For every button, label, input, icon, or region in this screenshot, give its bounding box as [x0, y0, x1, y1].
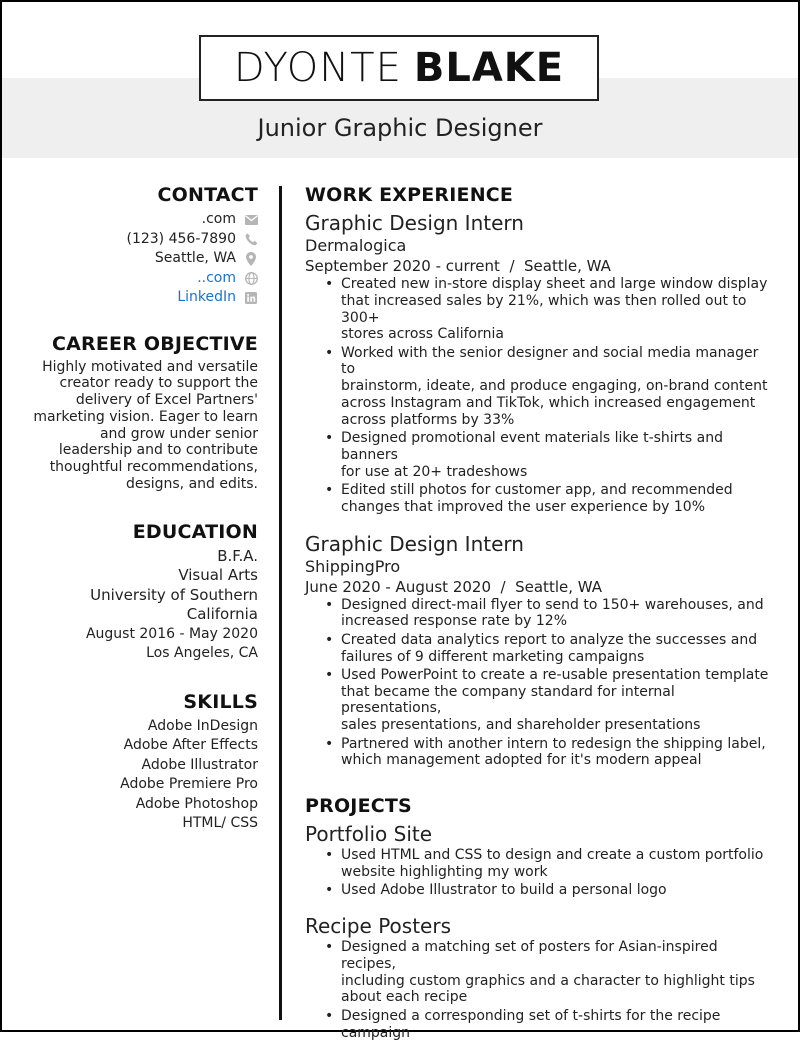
bullet-item: • Used HTML and CSS to design and create a custom portfolio website highlighting my work	[341, 847, 775, 881]
bullet-item: • Worked with the senior designer and social media manager to brainstorm, ideate, and produce engaging, on-brand content across Instagram and TikTok, which increased engagement across platforms by 33%	[341, 345, 775, 429]
bullet-item: • Created data analytics report to analyze the successes and failures of 9 different marketing campaigns	[341, 632, 775, 666]
objective-line: Highly motivated and versatile	[42, 358, 258, 375]
bullet-item: • Designed promotional event materials like t-shirts and banners for use at 20+ tradeshows	[341, 430, 775, 480]
contact-email[interactable]	[30, 210, 258, 230]
contact-heading: CONTACT	[157, 184, 258, 206]
education-location: Los Angeles, CA	[146, 645, 258, 662]
skill-item: HTML/ CSS	[182, 815, 258, 832]
globe-icon	[244, 271, 258, 285]
project-bullets	[305, 939, 775, 1041]
bullet-item: • Created new in-store display sheet and large window display that increased sales by 21%, which was then rolled out to 300+ stores across California	[341, 276, 775, 343]
left-column	[30, 184, 258, 834]
name-box	[199, 35, 599, 101]
education-degree: B.F.A.	[217, 546, 258, 565]
bullet-item: • Edited still photos for customer app, and recommended changes that improved the user experience by 10%	[341, 482, 775, 516]
job-bullets	[305, 276, 775, 516]
contact-phone	[30, 230, 258, 250]
education-dates: August 2016 - May 2020	[85, 625, 258, 642]
work-heading: WORK EXPERIENCE	[305, 184, 514, 206]
skill-item: Adobe Photoshop	[135, 795, 258, 812]
objective-line: creator ready to support the	[59, 375, 258, 392]
bullet-item: • Partnered with another intern to redesign the shipping label, which management adopted for it's modern appeal	[341, 736, 775, 770]
objective-line: thoughtful recommendations,	[49, 459, 258, 476]
phone-icon	[244, 232, 258, 246]
job-company: ShippingPro	[305, 556, 401, 576]
email-text[interactable]: .com	[201, 211, 236, 227]
job-meta: September 2020 - current / Seattle, WA	[305, 257, 611, 275]
objective-text	[30, 359, 258, 493]
bullet-item: • Designed direct-mail flyer to send to 150+ warehouses, and increased response rate by 12%	[341, 597, 775, 631]
objective-line: and grow under senior	[99, 425, 258, 442]
education-heading: EDUCATION	[132, 520, 258, 543]
objective-line: delivery of Excel Partners'	[75, 392, 258, 409]
column-divider	[279, 186, 282, 1020]
bullet-item: • Used PowerPoint to create a re-usable presentation template that became the company standard for internal presentations, sales presentations, and shareholder presentations	[341, 667, 775, 734]
linkedin-link[interactable]: LinkedIn	[177, 289, 236, 305]
last-name: BLAKE	[413, 45, 565, 91]
education-field: Visual Arts	[178, 566, 258, 585]
envelope-icon	[244, 213, 258, 227]
location-text: Seattle, WA	[154, 250, 236, 266]
linkedin-icon	[244, 291, 258, 305]
project-title: Portfolio Site	[305, 822, 433, 847]
bullet-item: • Used Adobe Illustrator to build a personal logo	[341, 882, 775, 899]
skills-heading: SKILLS	[183, 690, 258, 713]
contact-website[interactable]	[30, 269, 258, 289]
job-bullets	[305, 597, 775, 769]
job-title: Graphic Design Intern	[305, 211, 524, 235]
project-title: Recipe Posters	[305, 914, 452, 939]
job-title: Junior Graphic Designer	[257, 114, 543, 142]
bullet-item: • Designed a corresponding set of t-shirts for the recipe campaign	[341, 1008, 775, 1042]
map-pin-icon	[244, 252, 258, 266]
right-column	[305, 184, 775, 1043]
skill-item: Adobe InDesign	[147, 717, 258, 734]
objective-line: designs, and edits.	[125, 476, 258, 493]
education-school: University of Southern	[90, 585, 258, 604]
phone-text: (123) 456-7890	[126, 230, 236, 247]
education-school-cont: California	[186, 605, 258, 624]
job-meta: June 2020 - August 2020 / Seattle, WA	[305, 577, 603, 596]
job-title: Graphic Design Intern	[305, 531, 524, 556]
job-company: Dermalogica	[305, 236, 407, 255]
skill-item: Adobe Illustrator	[141, 756, 258, 773]
objective-heading: CAREER OBJECTIVE	[51, 332, 258, 355]
projects-heading: PROJECTS	[305, 795, 412, 818]
skill-item: Adobe After Effects	[123, 737, 258, 754]
contact-linkedin[interactable]	[30, 288, 258, 308]
skill-item: Adobe Premiere Pro	[120, 776, 258, 793]
objective-line: marketing vision. Eager to learn	[33, 408, 258, 425]
contact-location	[30, 249, 258, 269]
bullet-item: • Designed a matching set of posters for Asian-inspired recipes, including custom graphics and a character to highlight tips about each recipe	[341, 939, 775, 1006]
project-bullets	[305, 847, 775, 899]
website-link[interactable]: ..com	[197, 269, 236, 286]
objective-line: leadership and to contribute	[58, 442, 258, 459]
first-name: DYONTE	[233, 45, 402, 91]
